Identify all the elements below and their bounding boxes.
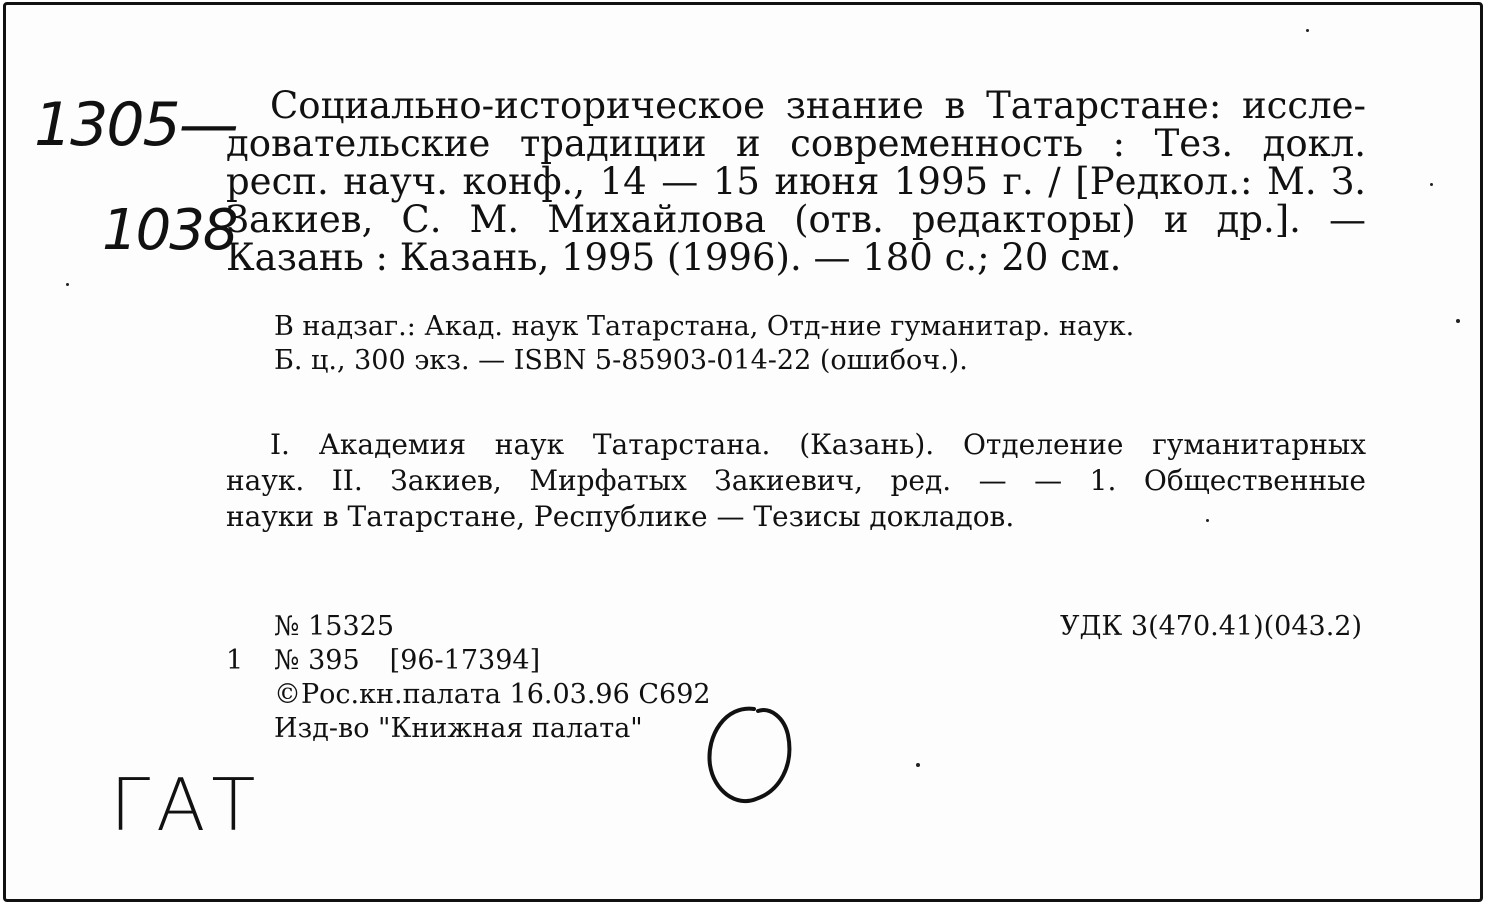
catalog-card [3, 2, 1483, 902]
scan-speck [66, 283, 69, 286]
bibliographic-entry [226, 84, 1366, 279]
publisher-line: Изд-во "Книжная палата" [274, 713, 643, 744]
copyright-line: ©Рос.кн.палата 16.03.96 С692 [274, 679, 711, 710]
copy-count: 1 [226, 645, 244, 676]
tracing-line: наук. II. Закиев, Мирфатых Закиевич, ред. — — 1. Общественные [226, 464, 1366, 497]
scan-speck [1456, 319, 1460, 323]
scan-speck [1430, 183, 1433, 186]
entry-line: довательские традиции и современность : Тез. докл. [226, 122, 1366, 165]
footer-info [226, 610, 711, 746]
handwritten-initials: ГАТ [110, 763, 262, 847]
handdrawn-circle-mark [696, 695, 806, 815]
tracings [226, 427, 1366, 535]
registry-number: [96-17394] [389, 645, 541, 676]
scan-speck [1206, 519, 1209, 522]
scan-speck [916, 763, 920, 767]
registry-row [226, 644, 711, 678]
notes-heading-line: В надзаг.: Акад. наук Татарстана, Отд-ние гуманитар. наук. [274, 311, 1135, 342]
udk-code: УДК 3(470.41)(043.2) [1059, 611, 1362, 642]
notes [274, 310, 1274, 378]
notes-isbn-line: Б. ц., 300 экз. — ISBN 5-85903-014-22 (ошибоч.). [274, 345, 968, 376]
entry-line: респ. науч. конф., 14 — 15 июня 1995 г. / [Редкол.: М. З. [226, 160, 1366, 203]
number-395: № 395 [274, 645, 360, 676]
tracing-line: науки в Татарстане, Республике — Тезисы докладов. [226, 500, 1015, 533]
card-number: № 15325 [274, 611, 395, 642]
handwritten-call-number-bottom: 1038 [102, 198, 237, 263]
entry-line: Закиев, С. М. Михайлова (отв. редакторы) и др.]. — [226, 198, 1366, 241]
tracing-line: I. Академия наук Татарстана. (Казань). Отделение гуманитарных [270, 428, 1366, 461]
handwritten-call-number-top: 1305— [34, 90, 237, 160]
scan-speck [1306, 29, 1309, 32]
entry-line: Казань : Казань, 1995 (1996). — 180 с.; 20 см. [226, 236, 1122, 279]
entry-line: Социально-историческое знание в Татарстане: иссле- [270, 84, 1366, 127]
